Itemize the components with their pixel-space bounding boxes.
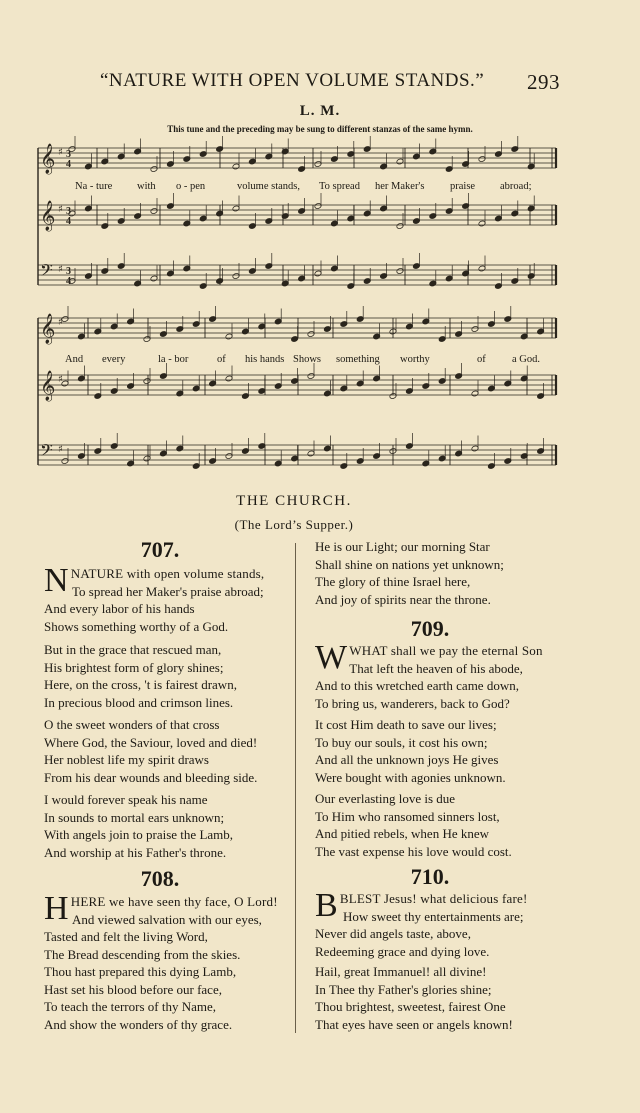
section-subtitle: (The Lord’s Supper.) [234,517,354,532]
stanza-line: In Thee thy Father's glories shine; [315,981,492,997]
treble-clef-icon: 𝄞 [40,144,56,174]
lyric-syllable: worthy [400,354,430,365]
bass-clef-icon: 𝄢 [40,260,53,284]
stanza-line: But in the grace that rescued man, [44,642,222,657]
line-text: NATURE with open volume stands, [70,566,265,581]
stanza-line: In sounds to mortal ears unknown; [44,809,225,825]
page-number: 293 [527,70,560,94]
lyric-syllable: his hands [245,354,285,365]
time-signature: 3 [66,266,71,277]
lyric-syllable: o - pen [176,181,206,192]
stanza-line: Thou hast prepared this dying Lamb, [44,964,237,979]
lyric-syllable: something [336,354,380,365]
lyric-syllable: of [217,354,226,365]
lyric-syllable: a God. [512,354,540,365]
lyric-syllable: abroad; [500,181,532,192]
treble-clef-icon: 𝄞 [40,371,56,401]
lyric-syllable: Shows [293,354,322,365]
stanza-line: Tasted and felt the living Word, [44,929,208,945]
stanza-line: Never did angels taste, above, [315,926,471,942]
hymn-708-stanza-2 [44,963,294,1033]
hymn-number: 709. [410,616,450,641]
stanza-line: He is our Light; our morning Star [315,539,490,554]
lyric-syllable: with [137,181,156,192]
time-signature: 3 [66,149,71,160]
time-signature: 4 [66,276,71,287]
sharp-icon: ♯ [58,264,63,275]
stanza-line: Thou brightest, sweetest, fairest One [315,999,506,1015]
sharp-icon: ♯ [58,444,63,455]
hymn-708-stanza-3 [315,538,575,608]
stanza-line: That left the heaven of his abode, [349,660,523,676]
lyric-syllable: every [102,354,126,365]
stanza-line: O the sweet wonders of that cross [44,717,220,732]
line-text: WHAT shall we pay the eternal Son [349,643,543,658]
drop-cap: H [44,890,69,927]
sharp-icon: ♯ [58,147,63,158]
hymn-710-stanza-2 [315,963,575,1033]
stanza-line: Redeeming grace and dying love. [315,943,490,959]
stanza-line: With angels join to praise the Lamb, [44,827,234,843]
hymn-709-stanza-2 [315,716,575,786]
hymn-number: 708. [140,866,180,891]
stanza-line: Hail, great Immanuel! all divine! [315,964,487,979]
stanza-line: Shows something worthy of a God. [44,618,229,634]
lyric-syllable: Na - ture [75,181,113,192]
stanza-line: Here, on the cross, 't is fairest drawn, [44,677,237,693]
stanza-line: How sweet thy entertainments are; [343,908,524,924]
stanza-line: And pitied rebels, when He knew [315,826,490,842]
drop-cap: B [315,887,338,924]
stanza-line: And show the wonders of thy grace. [44,1016,233,1032]
sharp-icon: ♯ [58,204,63,215]
stanza-line: Were bought with agonies unknown. [315,769,506,785]
stanza-line: And all the unknown joys He gives [315,752,499,768]
stanza-line: Where God, the Saviour, loved and died! [44,734,258,750]
line-text: HERE we have seen thy face, O Lord! [70,894,278,909]
treble-clef-icon: 𝄞 [40,201,56,231]
column-divider [295,543,296,1033]
stanza-line: It cost Him death to save our lives; [315,717,497,732]
drop-cap: W [315,639,348,676]
lyric-syllable: To spread [319,181,360,192]
stanza-line: And every labor of his hands [44,601,195,617]
tune-note: This tune and the preceding may be sung to different stanzas of the same hymn. [167,124,473,134]
lyric-syllable: praise [450,181,476,192]
hymn-709-stanza-1 [315,639,575,712]
hymn-number: 710. [410,864,450,889]
hymn-707-stanza-1 [44,562,294,635]
hymn-708-stanza-1 [44,890,294,963]
stanza-line: The vast expense his love would cost. [315,843,512,859]
time-signature: 4 [66,216,71,227]
stanza-line: And to this wretched earth came down, [315,678,519,694]
lyric-syllable: la - bor [158,354,189,365]
stanza-line: I would forever speak his name [44,792,208,807]
lyric-syllable: of [477,354,486,365]
lyric-syllable: volume stands, [237,181,300,192]
stanza-line: To spread her Maker's praise abroad; [72,583,264,599]
stanza-line: In precious blood and crimson lines. [44,694,234,710]
stanza-line: Our everlasting love is due [315,791,456,806]
tune-meter: L. M. [299,103,341,119]
stanza-line: To buy our souls, it cost his own; [315,734,488,750]
hymn-709-stanza-3 [315,790,575,860]
stanza-line: To Him who ransomed sinners lost, [315,808,500,824]
bass-clef-icon: 𝄢 [40,440,53,464]
stanza-line: And worship at his Father's throne. [44,844,227,860]
stanza-line: Hast set his blood before our face, [44,981,222,997]
music-score [0,0,640,490]
hymn-707-stanza-3 [44,716,294,786]
time-signature: 3 [66,206,71,217]
stanza-line: And viewed salvation with our eyes, [72,911,262,927]
stanza-line: To teach the terrors of thy Name, [44,999,216,1015]
drop-cap: N [44,562,69,599]
stanza-line: The Bread descending from the skies. [44,946,241,962]
section-title: THE CHURCH. [236,493,352,509]
sharp-icon: ♯ [58,374,63,385]
stanza-line: The glory of thine Israel here, [315,574,471,590]
stanza-line: Shall shine on nations yet unknown; [315,556,504,572]
stanza-line: Her noblest life my spirit draws [44,752,209,768]
line-text: BLEST Jesus! what delicious fare! [339,891,528,906]
time-signature: 4 [66,159,71,170]
treble-clef-icon: 𝄞 [40,314,56,344]
hymn-710-stanza-1 [315,887,575,960]
stanza-line: His brightest form of glory shines; [44,659,224,675]
hymn-707-stanza-2 [44,641,294,711]
stanza-line: That eyes have seen or angels known! [315,1016,513,1032]
hymn-number: 707. [140,537,180,562]
page-title: “NATURE WITH OPEN VOLUME STANDS.” [100,70,485,91]
lyric-syllable: And [65,354,84,365]
stanza-line: From his dear wounds and bleeding side. [44,769,258,785]
hymn-707-stanza-4 [44,791,294,861]
stanza-line: To bring us, wanderers, back to God? [315,695,510,711]
stanza-line: And joy of spirits near the throne. [315,591,491,607]
sharp-icon: ♯ [58,317,63,328]
lyric-syllable: her Maker's [375,181,425,192]
